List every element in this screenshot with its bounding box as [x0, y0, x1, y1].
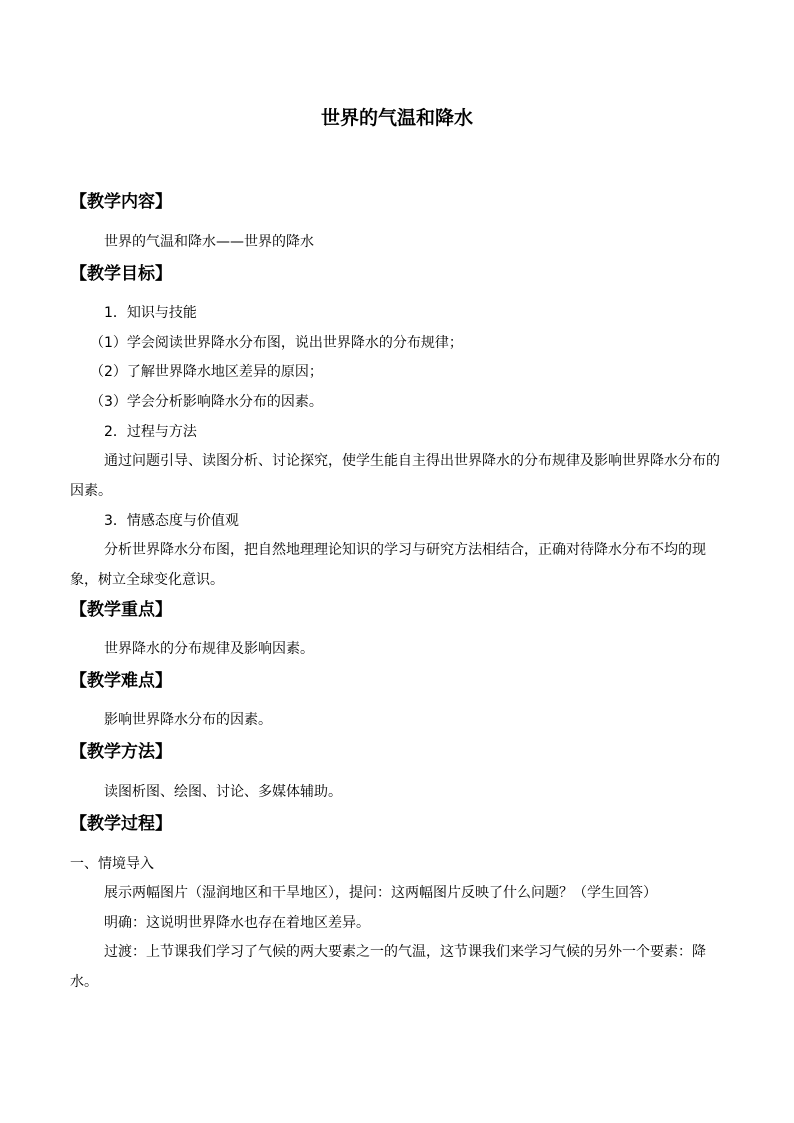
goal-item-1-1: （1）学会阅读世界降水分布图，说出世界降水的分布规律；: [90, 335, 463, 351]
goal-item-2-text: 通过问题引导、读图分析、讨论探究，使学生能自主得出世界降水的分布规律及影响世界降水分布的因素。: [70, 453, 720, 499]
methods-text: 读图析图、绘图、讨论、多媒体辅助。: [104, 784, 342, 800]
difficulties-text: 影响世界降水分布的因素。: [104, 712, 272, 728]
section-heading-methods: 【教学方法】: [70, 742, 172, 762]
goal-item-3-text: 分析世界降水分布图，把自然地理理论知识的学习与研究方法相结合，正确对待降水分布不均的现象，树立全球变化意识。: [70, 542, 706, 588]
section-heading-goals: 【教学目标】: [70, 264, 172, 284]
section-heading-process: 【教学过程】: [70, 814, 172, 834]
process-step-1: 一、情境导入: [70, 856, 154, 872]
document-title: 世界的气温和降水: [320, 107, 473, 129]
goal-item-2: 2．过程与方法: [104, 424, 197, 440]
keypoints-text: 世界降水的分布规律及影响因素。: [104, 641, 314, 657]
goal-item-1: 1．知识与技能: [104, 305, 197, 321]
process-step-1-p1: 展示两幅图片（湿润地区和干旱地区），提问：这两幅图片反映了什么问题？（学生回答）: [104, 885, 657, 901]
section-heading-keypoints: 【教学重点】: [70, 600, 172, 620]
section-heading-difficulties: 【教学难点】: [70, 671, 172, 691]
section-heading-content: 【教学内容】: [70, 192, 172, 212]
goal-item-1-3: （3）学会分析影响降水分布的因素。: [90, 394, 323, 410]
content-text: 世界的气温和降水——世界的降水: [104, 234, 314, 250]
goal-item-1-2: （2）了解世界降水地区差异的原因；: [90, 364, 323, 380]
process-step-1-p3: 过渡：上节课我们学习了气候的两大要素之一的气温，这节课我们来学习气候的另外一个要素：降水。: [70, 944, 706, 990]
process-step-1-p2: 明确：这说明世界降水也存在着地区差异。: [104, 915, 370, 931]
goal-item-3: 3．情感态度与价值观: [104, 513, 239, 529]
